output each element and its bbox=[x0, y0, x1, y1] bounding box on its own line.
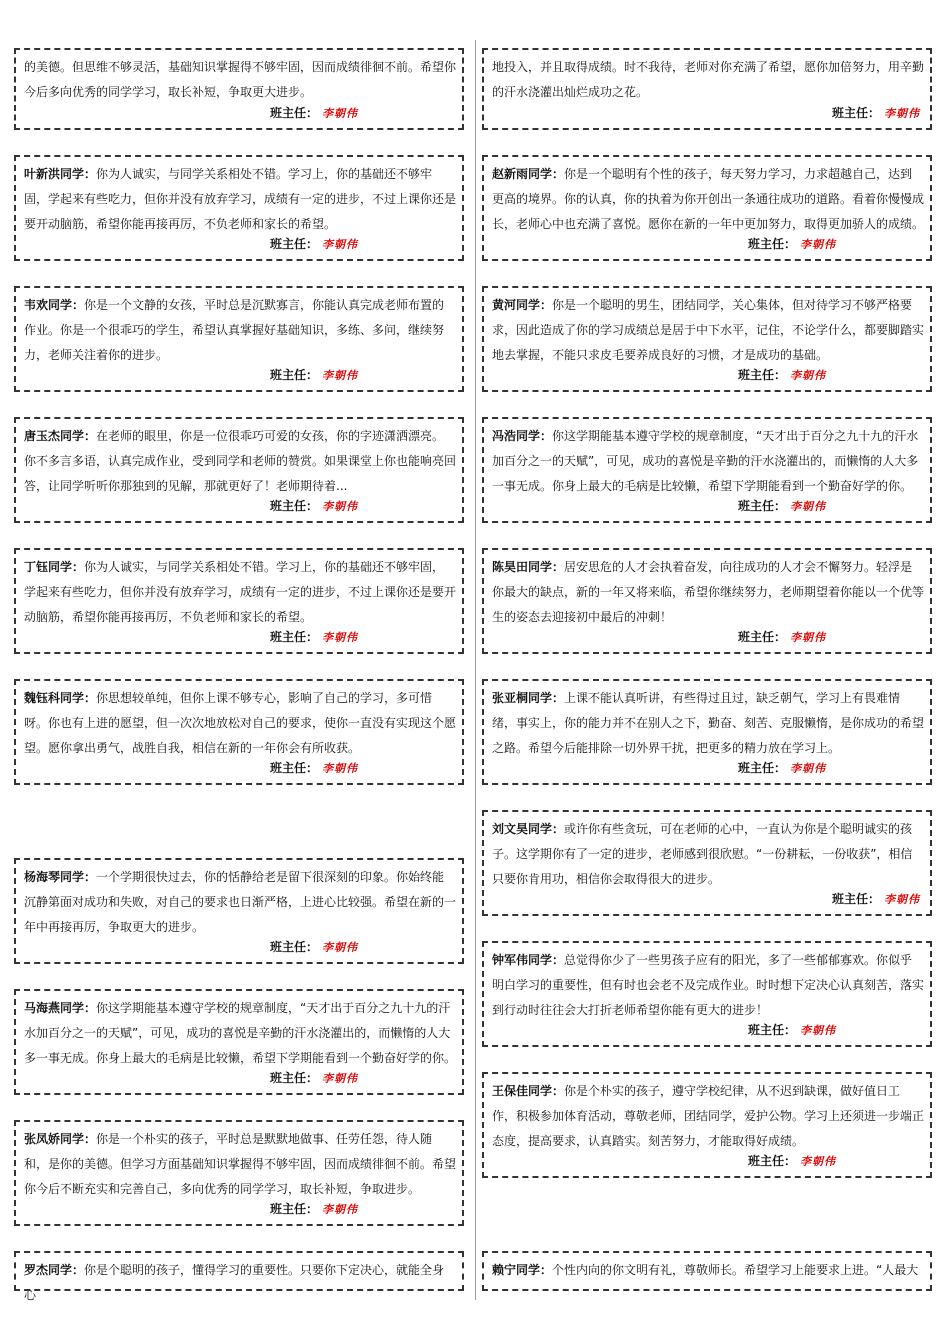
comment-text: 你是一个聪明有个性的孩子，每天努力学习，力求超越自己，达到更高的境界。你的认真，你的执着为你开创出一条通往成功的道路。看着你慢慢成长，老师心中也充满了喜悦。愿你在新的一年中更加努力，取得更加骄人的成绩。 bbox=[492, 167, 925, 231]
role-label: 班主任： bbox=[747, 1023, 796, 1037]
comment-text: 一个学期很快过去，你的恬静给老是留下很深刻的印象。你始终能沉静第面对成功和失败，对自己的要求也日渐严格，上进心比较强。希望在新的一年中再接再厉，争取更大的进步。 bbox=[24, 870, 457, 934]
role-label: 班主任： bbox=[269, 761, 318, 775]
student-name: 韦欢同学： bbox=[24, 298, 85, 312]
teacher-signature: 李朝伟 bbox=[322, 1072, 358, 1085]
student-name: 陈昊田同学： bbox=[492, 560, 565, 574]
signature-line bbox=[748, 236, 836, 253]
signature-line bbox=[738, 498, 826, 515]
role-label: 班主任： bbox=[737, 630, 786, 644]
comment-card bbox=[482, 48, 932, 130]
comment-card bbox=[482, 1251, 932, 1291]
comment-card bbox=[482, 286, 932, 392]
student-name: 马海燕同学： bbox=[24, 1001, 97, 1015]
teacher-signature: 李朝伟 bbox=[322, 941, 358, 954]
comment-card bbox=[14, 858, 464, 964]
role-label: 班主任： bbox=[737, 761, 786, 775]
teacher-signature: 李朝伟 bbox=[884, 107, 920, 120]
student-name: 魏钰科同学： bbox=[24, 691, 97, 705]
teacher-signature: 李朝伟 bbox=[322, 369, 358, 382]
comment-card bbox=[482, 941, 932, 1047]
teacher-signature: 李朝伟 bbox=[322, 500, 358, 513]
teacher-signature: 李朝伟 bbox=[800, 238, 836, 251]
comment-text: 在老师的眼里，你是一位很乖巧可爱的女孩，你的字迹潇洒漂亮。你不多言多语，认真完成作业，受到同学和老师的赞赏。如果课堂上你也能响亮回答，让同学听听你那独到的见解，那就更好了！老师期待着... bbox=[24, 429, 457, 493]
teacher-signature: 李朝伟 bbox=[790, 369, 826, 382]
comment-card bbox=[482, 679, 932, 785]
comment-text: 你这学期能基本遵守学校的规章制度，“天才出于百分之九十九的汗水加百分之一的天赋”，可见，成功的喜悦是辛勤的汗水浇灌出的，而懒惰的人大多一事无成。你身上最大的毛病是比较懒，希望下学期能看到一个勤奋好学的你。 bbox=[24, 1001, 457, 1065]
student-name: 杨海琴同学： bbox=[24, 870, 97, 884]
role-label: 班主任： bbox=[269, 1202, 318, 1216]
comment-card bbox=[14, 1120, 464, 1226]
signature-line bbox=[738, 760, 826, 777]
comment-card bbox=[14, 1251, 464, 1302]
signature-line bbox=[270, 939, 358, 956]
teacher-signature: 李朝伟 bbox=[322, 762, 358, 775]
comment-text: 地投入，并且取得成绩。时不我待，老师对你充满了希望，愿你加倍努力，用辛勤的汗水浇灌出灿烂成功之花。 bbox=[492, 60, 925, 99]
signature-line bbox=[832, 891, 920, 908]
signature-line bbox=[738, 629, 826, 646]
comment-card bbox=[14, 155, 464, 261]
teacher-signature: 李朝伟 bbox=[322, 238, 358, 251]
comment-card bbox=[14, 548, 464, 654]
comment-text: 你为人诚实，与同学关系相处不错。学习上，你的基础还不够牢固，学起来有些吃力，但你并没有放弃学习，成绩有一定的进步，不过上课你还是要开动脑筋，希望你能再接再厉，不负老师和家长的希望。 bbox=[24, 167, 457, 231]
role-label: 班主任： bbox=[747, 237, 796, 251]
column-divider bbox=[475, 40, 476, 1300]
comment-text: 居安思危的人才会执着奋发，向往成功的人才会不懈努力。轻浮是你最大的缺点，新的一年又将来临，希望你继续努力，老师期望着你能以一个优等生的姿态去迎接初中最后的冲刺！ bbox=[492, 560, 925, 624]
student-name: 王保佳同学： bbox=[492, 1084, 565, 1098]
comment-card bbox=[482, 810, 932, 916]
student-name: 张凤娇同学： bbox=[24, 1132, 97, 1146]
signature-line bbox=[270, 105, 358, 122]
teacher-signature: 李朝伟 bbox=[800, 1024, 836, 1037]
role-label: 班主任： bbox=[737, 499, 786, 513]
comment-card bbox=[482, 417, 932, 523]
comment-card bbox=[482, 155, 932, 261]
student-name: 黄河同学： bbox=[492, 298, 553, 312]
student-name: 罗杰同学： bbox=[24, 1263, 85, 1277]
student-name: 叶新洪同学： bbox=[24, 167, 97, 181]
role-label: 班主任： bbox=[269, 499, 318, 513]
comment-card bbox=[14, 679, 464, 785]
comment-text: 的美德。但思维不够灵活，基础知识掌握得不够牢固，因而成绩徘徊不前。希望你今后多向优秀的同学学习，取长补短，争取更大进步。 bbox=[24, 60, 457, 99]
signature-line bbox=[270, 367, 358, 384]
teacher-signature: 李朝伟 bbox=[322, 631, 358, 644]
signature-line bbox=[270, 1201, 358, 1218]
student-name: 唐玉杰同学： bbox=[24, 429, 97, 443]
signature-line bbox=[270, 236, 358, 253]
role-label: 班主任： bbox=[747, 1154, 796, 1168]
comment-text: 你这学期能基本遵守学校的规章制度，“天才出于百分之九十九的汗水加百分之一的天赋”，可见，成功的喜悦是辛勤的汗水浇灌出的，而懒惰的人大多一事无成。你身上最大的毛病是比较懒，希望下学期能看到一个勤奋好学的你。 bbox=[492, 429, 919, 493]
student-name: 丁钰同学： bbox=[24, 560, 85, 574]
comment-text: 上课不能认真听讲，有些得过且过，缺乏朝气，学习上有畏难情绪，事实上，你的能力并不在别人之下，勤奋、刻苦、克服懒惰，是你成功的希望之路。希望今后能排除一切外界干扰，把更多的精力放在学习上。 bbox=[492, 691, 925, 755]
comment-card bbox=[482, 548, 932, 654]
student-name: 赖宁同学： bbox=[492, 1263, 553, 1277]
teacher-signature: 李朝伟 bbox=[790, 500, 826, 513]
role-label: 班主任： bbox=[269, 237, 318, 251]
student-name: 刘文昊同学： bbox=[492, 822, 565, 836]
teacher-signature: 李朝伟 bbox=[884, 893, 920, 906]
comment-text: 你是个朴实的孩子，遵守学校纪律，从不迟到缺课，做好值日工作，积极参加体育活动，尊敬老师，团结同学，爱护公物。学习上还须进一步端正态度，提高要求，认真踏实。刻苦努力，才能取得好成绩。 bbox=[492, 1084, 925, 1148]
signature-line bbox=[270, 1070, 358, 1087]
role-label: 班主任： bbox=[269, 368, 318, 382]
role-label: 班主任： bbox=[269, 940, 318, 954]
signature-line bbox=[748, 1022, 836, 1039]
student-name: 冯浩同学： bbox=[492, 429, 553, 443]
comment-text: 你是一个文静的女孩，平时总是沉默寡言，你能认真完成老师布置的作业。你是一个很乖巧的学生，希望认真掌握好基础知识，多练、多问，继续努力，老师关注着你的进步。 bbox=[24, 298, 445, 362]
comment-text: 你思想较单纯，但你上课不够专心，影响了自己的学习，多可惜呀。你也有上进的愿望，但一次次地放松对自己的要求，使你一直没有实现这个愿望。愿你拿出勇气，战胜自我，相信在新的一年你会有所收获。 bbox=[24, 691, 457, 755]
signature-line bbox=[270, 760, 358, 777]
comment-text: 你是一个聪明的男生，团结同学，关心集体，但对待学习不够严格要求，因此造成了你的学习成绩总是居于中下水平，记住，不论学什么，都要脚踏实地去掌握，不能只求皮毛要养成良好的习惯，才是成功的基础。 bbox=[492, 298, 925, 362]
signature-line bbox=[270, 498, 358, 515]
signature-line bbox=[738, 367, 826, 384]
student-name: 钟军伟同学： bbox=[492, 953, 565, 967]
comment-card bbox=[14, 48, 464, 130]
teacher-signature: 李朝伟 bbox=[800, 1155, 836, 1168]
signature-line bbox=[832, 105, 920, 122]
comment-text: 个性内向的你文明有礼，尊敬师长。希望学习上能要求上进。“人最大 bbox=[552, 1263, 919, 1277]
role-label: 班主任： bbox=[269, 630, 318, 644]
signature-line bbox=[748, 1153, 836, 1170]
comment-card bbox=[14, 286, 464, 392]
role-label: 班主任： bbox=[269, 1071, 318, 1085]
comment-text: 总觉得你少了一些男孩子应有的阳光，多了一些郁郁寡欢。你似乎明白学习的重要性，但有时也会老不及完成作业。时时想下定决心认真刻苦，落实到行动时往往会大打折老师希望你能有更大的进步！ bbox=[492, 953, 925, 1017]
comment-text: 你是一个朴实的孩子，平时总是默默地做事、任劳任怨，待人随和，是你的美德。但学习方面基础知识掌握得不够牢固，因而成绩徘徊不前。希望你今后不断充实和完善自己，多向优秀的同学学习，取长补短，争取进步。 bbox=[24, 1132, 457, 1196]
signature-line bbox=[270, 629, 358, 646]
teacher-signature: 李朝伟 bbox=[790, 631, 826, 644]
student-name: 张亚桐同学： bbox=[492, 691, 565, 705]
comment-card bbox=[14, 989, 464, 1095]
role-label: 班主任： bbox=[831, 892, 880, 906]
teacher-signature: 李朝伟 bbox=[322, 107, 358, 120]
comment-text: 或许你有些贪玩，可在老师的心中，一直认为你是个聪明诚实的孩子。这学期你有了一定的进步，老师感到很欣慰。“一份耕耘，一份收获”，相信只要你肯用功，相信你会取得很大的进步。 bbox=[492, 822, 913, 886]
role-label: 班主任： bbox=[831, 106, 880, 120]
role-label: 班主任： bbox=[269, 106, 318, 120]
role-label: 班主任： bbox=[737, 368, 786, 382]
comment-text: 你是个聪明的孩子，懂得学习的重要性。只要你下定决心，就能全身心 bbox=[24, 1263, 445, 1302]
comment-text: 你为人诚实，与同学关系相处不错。学习上，你的基础还不够牢固，学起来有些吃力，但你并没有放弃学习，成绩有一定的进步，不过上课你还是要开动脑筋，希望你能再接再厉，不负老师和家长的希望。 bbox=[24, 560, 457, 624]
comment-card bbox=[482, 1072, 932, 1178]
teacher-signature: 李朝伟 bbox=[322, 1203, 358, 1216]
comment-card bbox=[14, 417, 464, 523]
teacher-signature: 李朝伟 bbox=[790, 762, 826, 775]
student-name: 赵新雨同学： bbox=[492, 167, 565, 181]
